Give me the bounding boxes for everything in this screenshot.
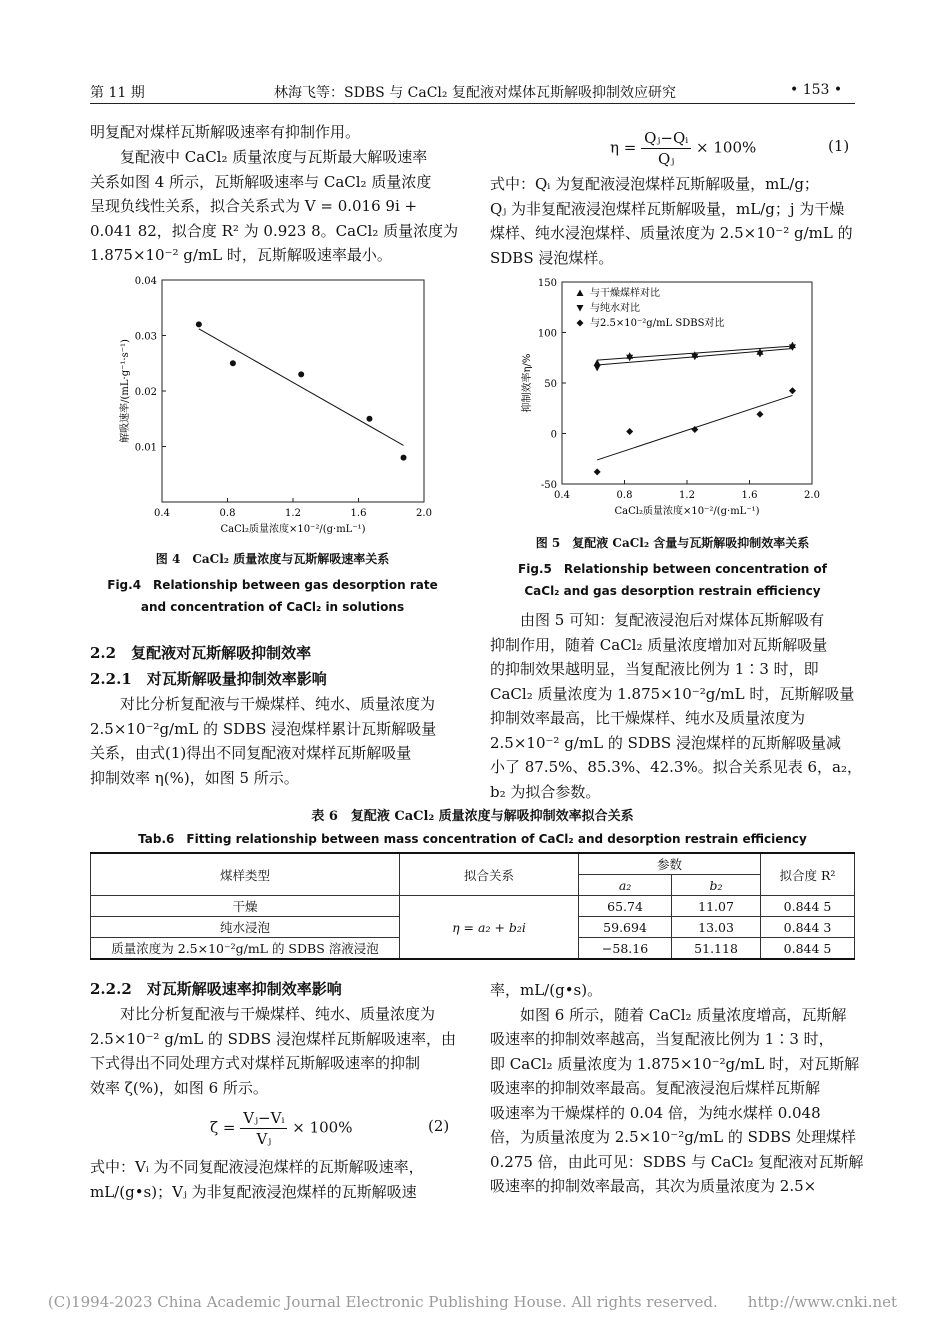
data-point <box>401 455 407 461</box>
y-tick-label: 150 <box>537 278 557 289</box>
left-paragraph-1: 明复配对煤样瓦斯解吸速率有抑制作用。 <box>90 123 361 141</box>
data-point-diamond <box>789 387 796 394</box>
equation-1-number: (1) <box>828 137 850 155</box>
y-axis-label: 解吸速率/(mL·g⁻¹·s⁻¹) <box>120 339 131 443</box>
equation-1: η = $\frac{\text{Qⱼ−Qᵢ}}{\text{Qⱼ}}$ × 100% <box>610 129 757 168</box>
right-paragraph-3: 率，mL/(g•s)。 如图 6 所示，随着 CaCl₂ 质量浓度增高，瓦斯解 吸速率的抑制效率越高，当复配液比例为 1∶3 时， 即 CaCl₂ 质量浓度为 1.875×10⁻²g/mL 时，对瓦斯解 吸速率的抑制效率最高。复配液浸泡后煤样瓦斯解 吸速率为干燥煤样的 0.04 倍，为纯水煤样 0.048 倍，为质量浓度为 2.5×10⁻²g/mL 的 SDBS 处理煤样 0.275 倍，由此可见：SDBS 与 CaCl₂ 复配液对瓦斯解 吸速率的抑制效率最高，其次为质量浓度为 2.5× <box>490 981 864 1195</box>
table-6 <box>90 852 855 960</box>
data-point-up-triangle <box>577 290 584 297</box>
y-tick-label: 100 <box>537 328 557 340</box>
equation-1-fraction: $\frac{\text{Qⱼ−Qᵢ}}{\text{Qⱼ}}$ <box>641 128 691 169</box>
right-paragraph-2: 由图 5 可知：复配液浸泡后对煤体瓦斯解吸有 抑制作用，随着 CaCl₂ 质量浓度增加对瓦斯解吸量 的抑制效果越明显，当复配液比例为 1∶3 时，即 CaCl₂ 质量浓度为 1.875×10⁻²g/mL 时，瓦斯解吸量 抑制效率最高，比干燥煤样、纯水及质量浓度为 2.5×10⁻² g/mL 的 SDBS 浸泡煤样的瓦斯解吸量减 小了 87.5%、85.3%、42.3%。拟合关系见表 6，a₂， b₂ 为拟合参数。 <box>490 611 862 801</box>
section-2-2-1-heading: 2.2.1 对瓦斯解吸量抑制效率影响 <box>90 670 327 688</box>
x-tick-label: 1.2 <box>679 490 695 501</box>
fig4-caption-cn: 图 4 CaCl₂ 质量浓度与瓦斯解吸速率关系 <box>155 552 390 566</box>
y-tick-label: 0.03 <box>134 331 157 343</box>
issue-number: 第 11 期 <box>90 85 145 101</box>
x-tick-label: 2.0 <box>804 490 820 501</box>
section-2-2-heading: 2.2 复配液对瓦斯解吸抑制效率 <box>90 644 312 662</box>
legend-label: 与纯水对比 <box>590 303 640 314</box>
y-tick-label: -50 <box>540 480 557 491</box>
legend-label: 与干燥煤样对比 <box>590 288 660 299</box>
legend-label: 与2.5×10⁻²g/mL SDBS对比 <box>590 318 725 329</box>
data-point <box>366 416 372 422</box>
fig4-caption-en-2: and concentration of CaCl₂ in solutions <box>140 600 405 614</box>
data-point-down-triangle <box>594 365 601 372</box>
x-tick-label: 1.2 <box>285 508 301 519</box>
data-point <box>196 321 202 327</box>
table6-header-b2: b₂ <box>672 875 761 896</box>
page-number: • 153 • <box>790 82 843 98</box>
data-point-diamond <box>756 411 763 418</box>
plot-frame <box>162 280 424 502</box>
y-tick-label: 0.04 <box>134 276 157 287</box>
data-point <box>298 371 304 377</box>
equation-2-fraction: $\frac{\text{Vⱼ−Vᵢ}}{\text{Vⱼ}}$ <box>240 1108 287 1149</box>
table6-formula: η = a₂ + b₂i <box>400 896 579 960</box>
x-tick-label: 0.4 <box>554 490 570 501</box>
equation-2-number: (2) <box>428 1117 450 1135</box>
figure-5-chart <box>490 272 855 522</box>
copyright-footer: (C)1994-2023 China Academic Journal Electronic Publishing House. All rights reserved. http://www.cnki.net <box>47 1293 898 1311</box>
table6-header-type: 煤样类型 <box>91 853 400 896</box>
table6-header-params: 参数 <box>579 853 761 875</box>
running-title: 林海飞等：SDBS 与 CaCl₂ 复配液对煤体瓦斯解吸抑制效应研究 <box>274 85 676 101</box>
table6-header-a2: a₂ <box>579 875 672 896</box>
x-tick-label: 2.0 <box>416 508 432 519</box>
left-paragraph-2: 复配液中 CaCl₂ 质量浓度与瓦斯最大解吸速率 关系如图 4 所示，瓦斯解吸速率与 CaCl₂ 质量浓度 呈现负线性关系，拟合关系式为 V = 0.016 9i + 0.041 82，拟合度 R² 为 0.923 8。CaCl₂ 质量浓度为 1.875×10⁻² g/mL 时，瓦斯解吸速率最小。 <box>90 148 459 264</box>
x-tick-label: 0.8 <box>219 508 236 519</box>
figure-4-chart <box>110 272 450 542</box>
x-tick-label: 1.6 <box>741 490 758 501</box>
x-axis-label: CaCl₂质量浓度×10⁻²/(g·mL⁻¹) <box>220 524 366 535</box>
y-tick-label: 0.02 <box>134 387 157 398</box>
data-point-diamond <box>577 320 584 327</box>
table6-header-fit: 拟合关系 <box>400 853 579 896</box>
fig5-caption-cn: 图 5 复配液 CaCl₂ 含量与瓦斯解吸抑制效率关系 <box>535 536 810 550</box>
fig5-caption-en-2: CaCl₂ and gas desorption restrain efficiency <box>524 584 821 598</box>
section-2-2-2-heading: 2.2.2 对瓦斯解吸速率抑制效率影响 <box>90 980 342 998</box>
x-tick-label: 0.8 <box>616 490 633 501</box>
table-row: 纯水浸泡 59.694 13.03 0.844 3 <box>91 917 855 938</box>
data-point-diamond <box>594 468 601 475</box>
data-point-down-triangle <box>577 305 584 312</box>
left-paragraph-4: 对比分析复配液与干燥煤样、纯水、质量浓度为 2.5×10⁻² g/mL 的 SDBS 浸泡煤样瓦斯解吸速率，由 下式得出不同处理方式对煤样瓦斯解吸速率的抑制 效率 ζ(%)，如图 6 所示。 <box>90 1005 456 1097</box>
fit-line <box>199 329 404 446</box>
y-tick-label: 0.01 <box>134 442 157 454</box>
table6-title-en: Tab.6 Fitting relationship between mass concentration of CaCl₂ and desorption restrain efficiency <box>138 832 807 846</box>
y-tick-label: 50 <box>544 379 557 390</box>
table-row: 质量浓度为 2.5×10⁻²g/mL 的 SDBS 溶液浸泡 −58.16 51.118 0.844 5 <box>91 938 855 960</box>
table6-title-cn: 表 6 复配液 CaCl₂ 质量浓度与解吸抑制效率拟合关系 <box>311 809 634 824</box>
left-paragraph-5: 式中：Vᵢ 为不同复配液浸泡煤样的瓦斯解吸速率， mL/(g•s)；Vⱼ 为非复配液浸泡煤样的瓦斯解吸速 <box>90 1158 424 1201</box>
x-axis-label: CaCl₂质量浓度×10⁻²/(g·mL⁻¹) <box>614 506 760 517</box>
right-paragraph-1: 式中：Qᵢ 为复配液浸泡煤样瓦斯解吸量，mL/g； Qⱼ 为非复配液浸泡煤样瓦斯解吸量，mL/g；j 为干燥 煤样、纯水浸泡煤样、质量浓度为 2.5×10⁻² g/mL 的 SDBS 浸泡煤样。 <box>490 175 853 267</box>
y-tick-label: 0 <box>550 429 557 441</box>
header-rule <box>90 103 855 104</box>
table6-header-r2: 拟合度 R² <box>761 853 855 896</box>
table-row: 干燥 η = a₂ + b₂i 65.74 11.07 0.844 5 <box>91 896 855 917</box>
data-point-diamond <box>626 428 633 435</box>
equation-2: ζ = $\frac{\text{Vⱼ−Vᵢ}}{\text{Vⱼ}}$ × 100% <box>210 1109 353 1148</box>
left-paragraph-3: 对比分析复配液与干燥煤样、纯水、质量浓度为 2.5×10⁻²g/mL 的 SDBS 浸泡煤样累计瓦斯解吸量 关系，由式(1)得出不同复配液对煤样瓦斯解吸量 抑制效率 η(%)，如图 5 所示。 <box>90 695 437 787</box>
x-tick-label: 1.6 <box>350 508 367 519</box>
fig5-caption-en-1: Fig.5 Relationship between concentration of <box>518 562 827 576</box>
fig4-caption-en-1: Fig.4 Relationship between gas desorption rate <box>107 578 438 592</box>
x-tick-label: 0.4 <box>154 508 170 519</box>
data-point <box>230 360 236 366</box>
y-axis-label: 抑制效率η/% <box>522 353 533 413</box>
